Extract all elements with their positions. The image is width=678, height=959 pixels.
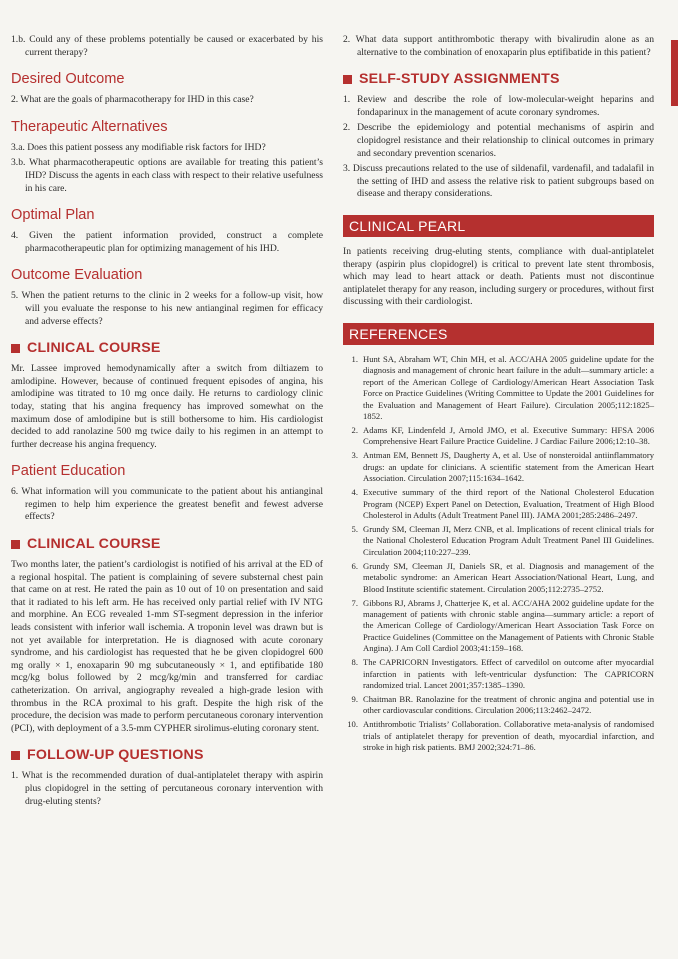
clinical-pearl-text: In patients receiving drug-eluting stents, compliance with dual-antiplatelet therapy (aspirin plus clopidogrel) is critical to prevent late stent thrombosis, which may lead to heart attack or death. Patients must not discontinue antiplatelet therapy for any reason, including surgery or procedures, without first discussing with their cardiologist.	[343, 245, 654, 308]
reference-text: Antman EM, Bennett JS, Daugherty A, et al. Use of nonsteroidal antiinflammatory drugs: an update for clinicians. A scientific statement from the American Heart Association. Circulation 2007;115:1634–1642.	[363, 450, 654, 484]
clinical-course-heading-2	[11, 536, 323, 553]
reference-number: 7.	[351, 597, 358, 608]
follow-up-questions-heading	[11, 747, 323, 764]
right-column	[343, 34, 654, 756]
follow-up-questions-heading-label: FOLLOW-UP QUESTIONS	[27, 747, 204, 764]
follow-up-question-2: 2. What data support antithrombotic therapy with bivalirudin alone as an alternative to the combination of enoxaparin plus eptifibatide in this patient?	[343, 34, 654, 58]
reference-item	[343, 487, 654, 521]
square-bullet-icon	[11, 540, 20, 549]
reference-number: 6.	[351, 560, 358, 571]
clinical-course-heading-1	[11, 340, 323, 357]
clinical-course-heading-1-label: CLINICAL COURSE	[27, 340, 161, 357]
reference-number: 10.	[347, 719, 358, 730]
reference-item	[343, 719, 654, 753]
reference-item	[343, 425, 654, 448]
reference-item	[343, 524, 654, 558]
reference-number: 5.	[351, 523, 358, 534]
question-3b: 3.b. What pharmacotherapeutic options are available for treating this patient’s IHD? Discuss the agents in each class with respect to their relative usefulness in his care.	[11, 157, 323, 194]
left-column	[11, 34, 323, 811]
square-bullet-icon	[11, 344, 20, 353]
reference-number: 1.	[351, 353, 358, 364]
reference-text: Adams KF, Lindenfeld J, Arnold JMO, et al. Executive Summary: HFSA 2006 Comprehensive Heart Failure Practice Guideline. J Cardiac Failure 2006;12:10–38.	[363, 424, 654, 447]
reference-text: Grundy SM, Cleeman JI, Daniels SR, et al. Diagnosis and management of the metabolic syndrome: an American Heart Association/National Heart, Lung, and Blood Institute scientific statement. Circulation 2005;112:2735–2752.	[363, 560, 654, 594]
question-6: 6. What information will you communicate to the patient about his antianginal regimen to help him experience the greatest benefit and fewest adverse effects?	[11, 486, 323, 523]
clinical-course-text-1: Mr. Lassee improved hemodynamically after a switch from diltiazem to amlodipine. However, because of continued frequent episodes of angina, his amlodipine was titrated to 10 mg once daily. He returns to cardiology clinic today, stating that his angina frequency has improved somewhat on the maximum dose of amlodipine but is still bothersome to him. His cardiologist decided to add ranolazine 500 mg twice daily to his regimen in an attempt to further decrease his angina frequency.	[11, 363, 323, 450]
desired-outcome-heading: Desired Outcome	[11, 71, 125, 88]
self-study-item-2: 2. Describe the epidemiology and potential mechanisms of aspirin and clopidogrel resistance and their relationship to clinical outcomes in primary and secondary prevention scenarios.	[343, 122, 654, 159]
clinical-course-heading-2-label: CLINICAL COURSE	[27, 536, 161, 553]
self-study-item-3: 3. Discuss precautions related to the use of sildenafil, vardenafil, and tadalafil in the setting of IHD and assess the relative risk to patient subgroups based on disease and therapy considerations.	[343, 163, 654, 200]
reference-text: The CAPRICORN Investigators. Effect of carvedilol on outcome after myocardial infarction in patients with left-ventricular dysfunction: The CAPRICORN randomized trial. Lancet 2001;357:1385–1390.	[363, 657, 654, 691]
references-list	[343, 354, 654, 754]
question-1b: 1.b. Could any of these problems potentially be caused or exacerbated by his current therapy?	[11, 34, 323, 58]
reference-text: Grundy SM, Cleeman JI, Merz CNB, et al. Implications of recent clinical trials for the National Cholesterol Education Program Adult Treatment Panel III Guidelines. Circulation 2004;110:227–239.	[363, 523, 654, 557]
self-study-heading	[343, 71, 654, 88]
reference-item	[343, 598, 654, 655]
reference-number: 3.	[351, 450, 358, 461]
question-5: 5. When the patient returns to the clinic in 2 weeks for a follow-up visit, how will you evaluate the response to his new antianginal regimen for efficacy and adverse effects?	[11, 290, 323, 327]
reference-text: Chaitman BR. Ranolazine for the treatment of chronic angina and potential use in other cardiovascular conditions. Circulation 2006;113:2462–2472.	[363, 694, 654, 716]
reference-item	[343, 657, 654, 691]
question-4: 4. Given the patient information provided, construct a complete pharmacotherapeutic plan for optimizing management of his IHD.	[11, 230, 323, 254]
reference-text: Executive summary of the third report of the National Cholesterol Education Program (NCEP) Expert Panel on Detection, Evaluation, Treatment of High Blood Cholesterol in Adults (Adult Treatment Panel III). JAMA 2001;285:2486–2497.	[363, 487, 654, 520]
patient-education-heading: Patient Education	[11, 463, 126, 480]
reference-number: 9.	[351, 694, 358, 705]
reference-text: Gibbons RJ, Abrams J, Chatterjee K, et al. ACC/AHA 2002 guideline update for the management of patients with chronic stable angina—summary article: a report of the American College of Cardiology/American Heart Association Task Force on Practice Guidelines (Committee on the Management of Patients with Chronic Stable Angina). J Am Coll Cardiol 2003;41:159–168.	[363, 597, 654, 654]
clinical-pearl-heading: CLINICAL PEARL	[343, 215, 654, 237]
reference-text: Hunt SA, Abraham WT, Chin MH, et al. ACC/AHA 2005 guideline update for the diagnosis and management of chronic heart failure in the adult—summary article: a report of the American College of Cardiology/American Heart Association Task Force on Practice Guidelines (Writing Committee to Update the 2001 Guidelines for the Evaluation and Management of Heart Failure). Circulation 2005;112:1825–1852.	[363, 353, 654, 421]
references-heading: REFERENCES	[343, 323, 654, 345]
page-edge-tab	[671, 40, 678, 106]
reference-item	[343, 694, 654, 717]
reference-number: 2.	[351, 424, 358, 435]
reference-item	[343, 354, 654, 422]
optimal-plan-heading: Optimal Plan	[11, 207, 95, 224]
reference-item	[343, 561, 654, 595]
therapeutic-alternatives-heading: Therapeutic Alternatives	[11, 118, 168, 135]
clinical-course-text-2: Two months later, the patient’s cardiologist is notified of his arrival at the ED of a regional hospital. The patient is complaining of severe substernal chest pain that came on at rest. He rated the pain as 10 out of 10 on presentation and said that it radiated to his left arm. He has received only partial relief with IV NTG and morphine. An ECG revealed 1-mm ST-segment depression in the inferior leads consistent with inferior wall ischemia. A troponin level was drawn but is not yet available for interpretation. He is diagnosed with acute coronary syndrome, and his cardiologist has requested that he be given clopidogrel 600 mg orally × 1, enoxaparin 90 mg subcutaneously × 1, and eptifibatide 180 mcg/kg bolus followed by 2 mcg/kg/min and transferred for cardiac catheterization. On arrival, angiography revealed a high-grade lesion with thrombus in the RCA proximal to his graft. Despite the high risk of the procedure, the decision was made to perform percutaneous coronary intervention (PCI), with deployment of a 3.5-mm CYPHER sirolimus-eluting coronary stent.	[11, 559, 323, 734]
square-bullet-icon	[343, 75, 352, 84]
question-2: 2. What are the goals of pharmacotherapy for IHD in this case?	[11, 94, 254, 106]
self-study-heading-label: SELF-STUDY ASSIGNMENTS	[359, 71, 560, 88]
reference-number: 4.	[351, 487, 358, 498]
reference-item	[343, 450, 654, 484]
reference-text: Antithrombotic Trialists’ Collaboration. Collaborative meta-analysis of randomised trials of antiplatelet therapy for prevention of death, myocardial infarction, and stroke in high risk patients. BMJ 2002;324:71–86.	[363, 719, 654, 753]
question-3a: 3.a. Does this patient possess any modifiable risk factors for IHD?	[11, 141, 266, 153]
square-bullet-icon	[11, 751, 20, 760]
reference-number: 8.	[351, 657, 358, 668]
follow-up-question-1: 1. What is the recommended duration of dual-antiplatelet therapy with aspirin plus clopidogrel in the setting of percutaneous coronary intervention with drug-eluting stents?	[11, 770, 323, 807]
self-study-item-1: 1. Review and describe the role of low-molecular-weight heparins and fondaparinux in the management of acute coronary syndromes.	[343, 94, 654, 118]
outcome-evaluation-heading: Outcome Evaluation	[11, 267, 143, 284]
